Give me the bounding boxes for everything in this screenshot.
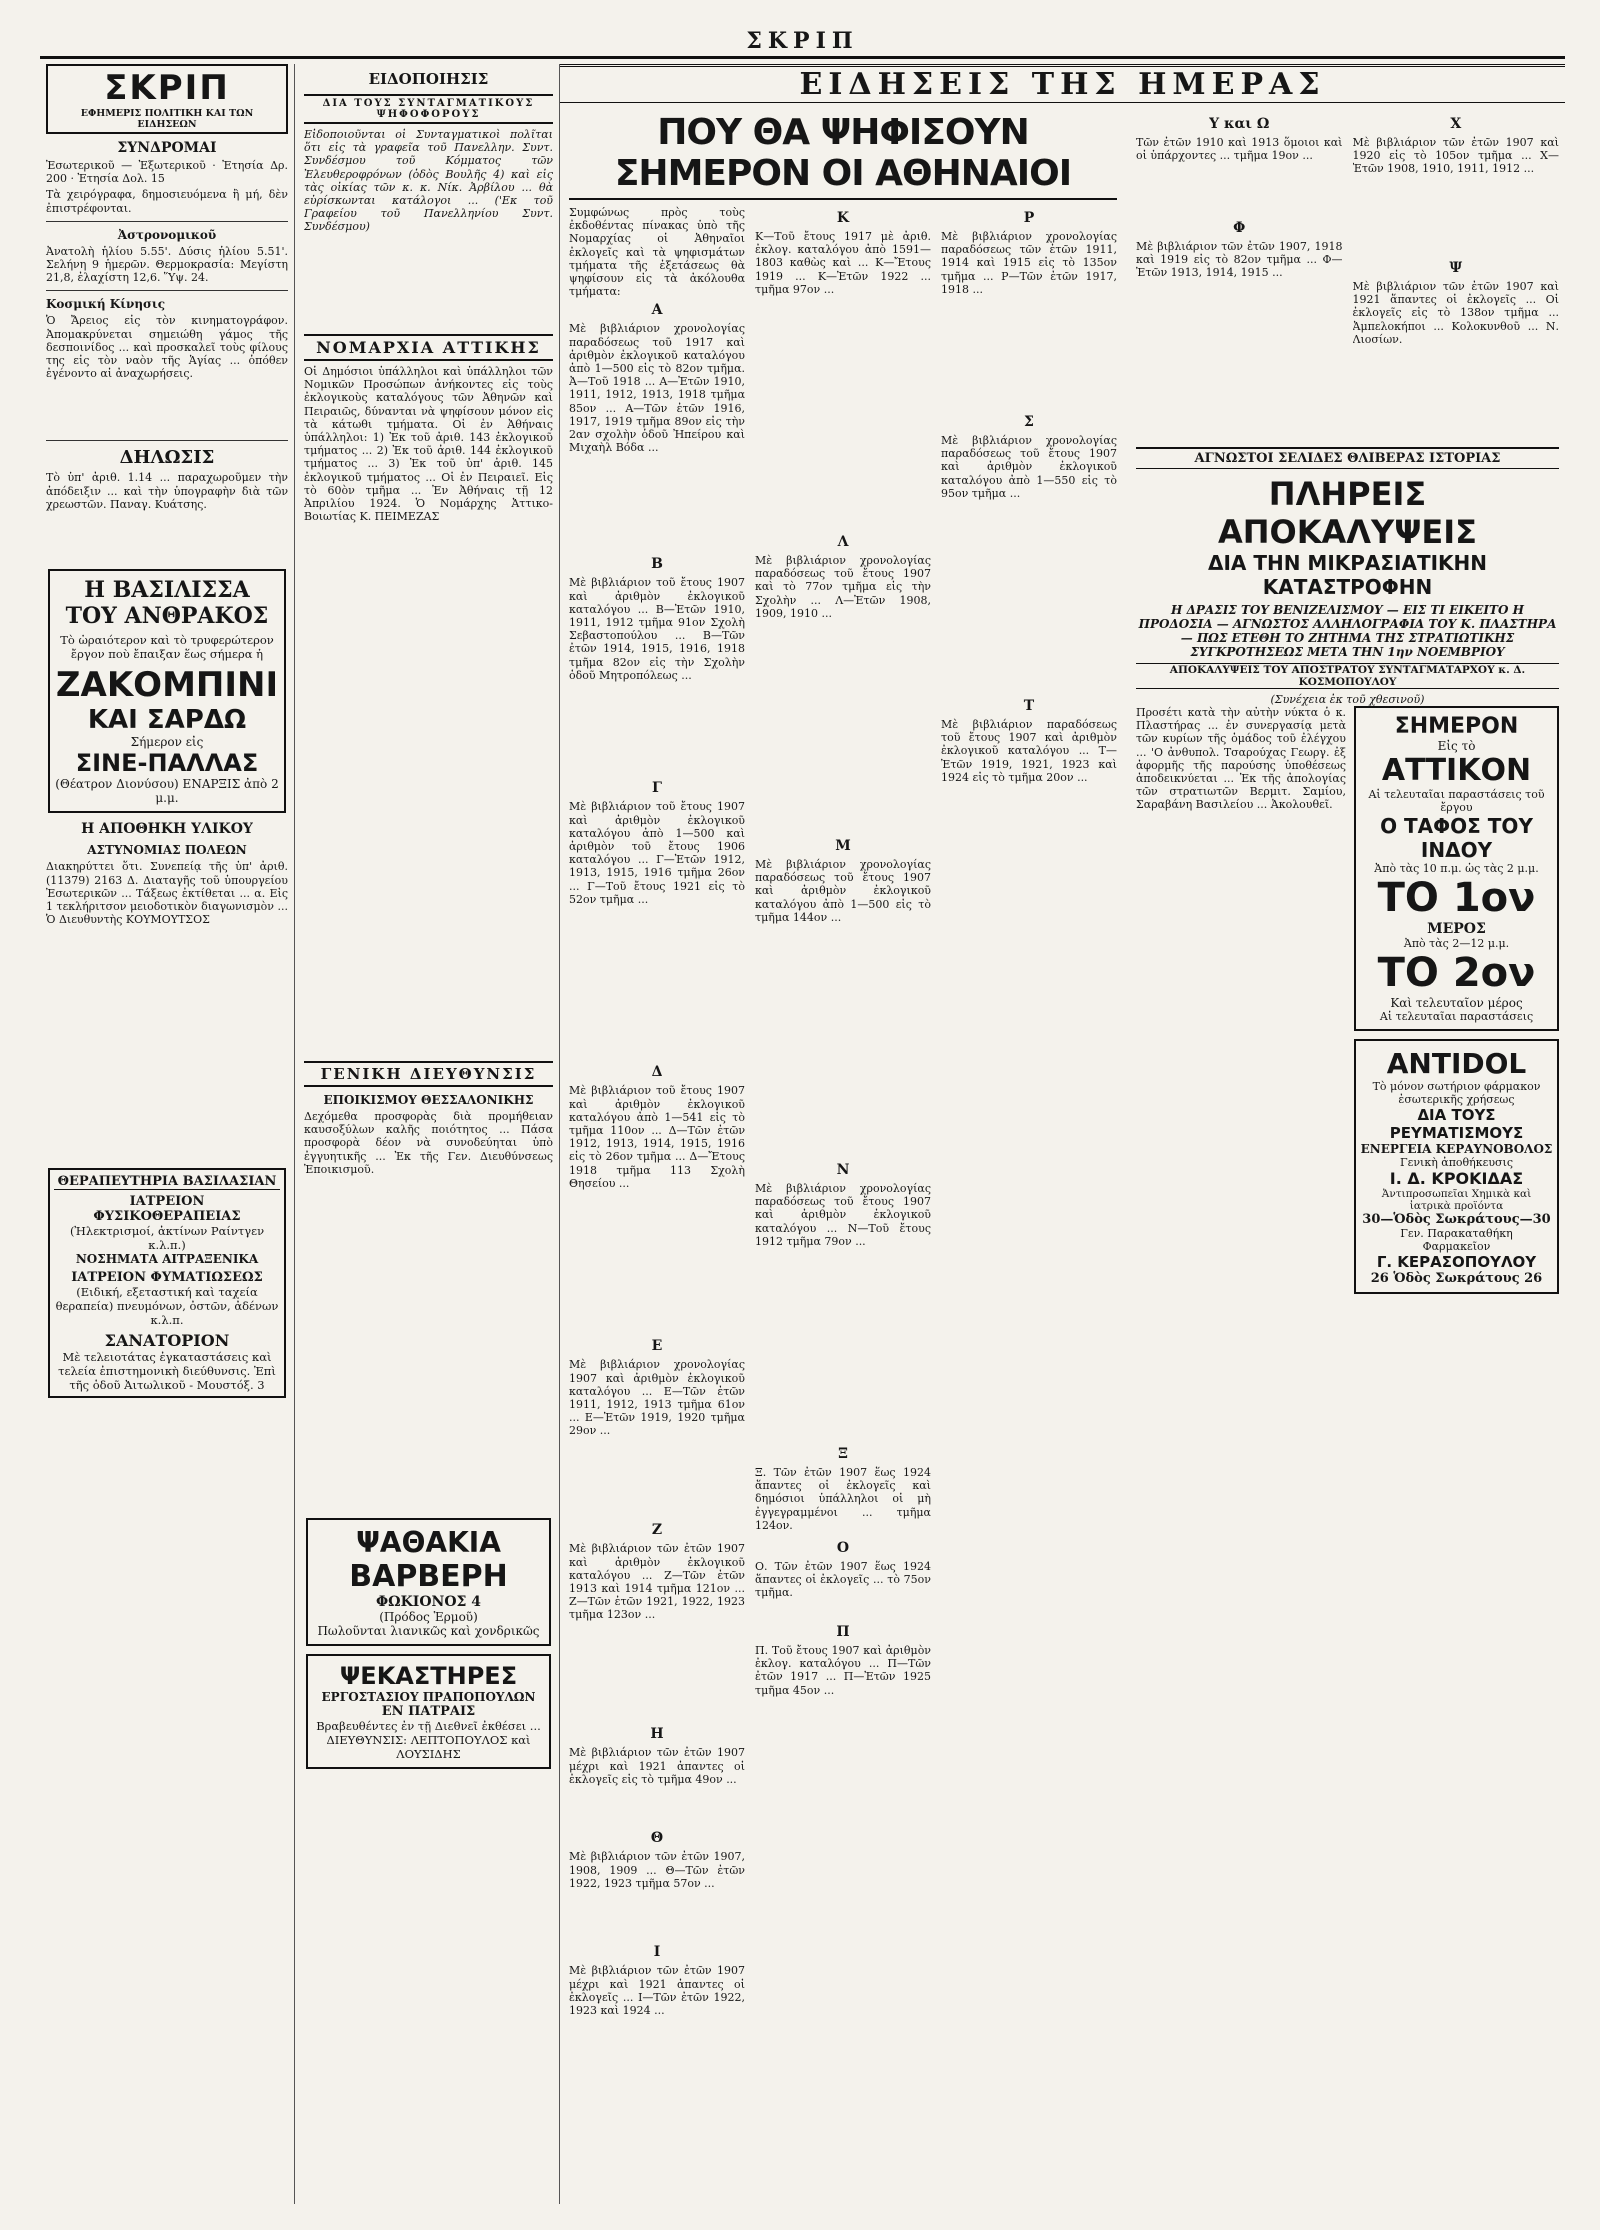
paper-name: ΣΚΡΙΠ: [104, 68, 230, 108]
history-kicker: ΑΓΝΩΣΤΟΙ ΣΕΛΙΔΕΣ ΘΛΙΒΕΡΑΣ ΙΣΤΟΡΙΑΣ: [1136, 447, 1559, 469]
column-1: [40, 64, 295, 2204]
attikon-film: Ο ΤΑΦΟΣ ΤΟΥ ΙΝΔΟΥ: [1380, 814, 1533, 862]
cinema-ad-names: ΖΑΚΟΜΠΙΝΙ: [55, 665, 279, 706]
letter-f: Φ: [1233, 220, 1246, 236]
text-i: Μὲ βιβλιάριον τῶν ἐτῶν 1907 μέχρι καὶ 1921 ἀπαντες οἱ ἐκλογεῖς ... Ι—Τῶν ἐτῶν 1922, 1923 καὶ 1924 ...: [569, 1964, 745, 2018]
letter-z: Ζ: [651, 1522, 663, 1539]
police-text: Διακηρύττει ὅτι. Συνεπείᾳ τῆς ὑπ' ἀριθ. (11379) 2163 Δ. Διαταγῆς τοῦ ὑπουργείου Ἐσωτερικῶν ... Τάξεως ἐκτίθεται ... α. Εἰς 1 τεκλήριτσον μειοδοτικὸν διαγωνισμὸν ... Ὁ Διευθυντὴς ΚΟΥΜΟΥΤΣΟΣ: [46, 860, 288, 927]
sprayers-ad-city: ΕΝ ΠΑΤΡΑΙΣ: [381, 1704, 476, 1719]
baths-ad: [306, 1518, 551, 1646]
baths-ad-sales: Πωλοῦνται λιανικῶς καὶ χονδρικῶς: [317, 1624, 540, 1638]
subscriptions-heading: ΣΥΝΔΡΟΜΑΙ: [117, 140, 217, 156]
letter-e: Ε: [651, 1338, 663, 1355]
history-continued: (Συνέχεια ἐκ τοῦ χθεσινοῦ): [1270, 693, 1425, 706]
history-body: Προσέτι κατὰ τὴν αὐτὴν νύκτα ὁ κ. Πλαστήρας ... ἐν συνεργασίᾳ μετὰ τῶν κυρίων τῆς ὁμάδος τοῦ ἐλέγχου ... 'Ο ἀνθυπολ. Τσαρούχας Γεωργ. ἐξ ἀφορμῆς τῆς παρούσης ὑποθέσεως ἀποδεικνύεται ... Ἐκ τῆς ἀπολογίας τῶν στρατιωτῶν Βερμιτ. Σαμίου, Σαραβάνη Βασιλείου ... Ἀκολουθεῖ.: [1136, 706, 1346, 812]
clinic-physio: ΙΑΤΡΕΙΟΝ ΦΥΣΙΚΟΘΕΡΑΠΕΙΑΣ: [93, 1194, 241, 1225]
letter-th: Θ: [650, 1830, 664, 1847]
baths-ad-street: (Πρόδος Ἑρμοῦ): [379, 1610, 478, 1624]
text-t: Μὲ βιβλιάριον παραδόσεως τοῦ ἔτους 1907 καὶ ἀριθμὸν ἐκλογικοῦ καταλόγου ... Τ—Ἐτῶν 1919, 1921, 1923 καὶ 1924 εἰς τὸ τμῆμα 20ον ...: [941, 718, 1117, 784]
attikon-part2: ΤΟ 2ον: [1377, 950, 1536, 996]
text-o: Ο. Τῶν ἐτῶν 1907 ἕως 1924 ἅπαντες οἱ ἐκλογεῖς ... τὸ 75ον τμῆμα.: [755, 1560, 931, 1600]
text-r: Μὲ βιβλιάριον χρονολογίας παραδόσεως τῶν ἐτῶν 1911, 1914 καὶ 1915 εἰς τὸ 135ον τμῆμα ... Ρ—Τῶν ἐτῶν 1917, 1918 ...: [941, 230, 1117, 296]
clinic-diseases: ΝΟΣΗΜΑΤΑ ΑΙΤΡΑΞΕΝΙΚΑ: [75, 1252, 259, 1267]
cinema-ad-today: Σήμερον εἰς: [130, 735, 204, 750]
attikon-hours1: Ἀπὸ τὰς 10 π.μ. ὡς τὰς 2 μ.μ.: [1374, 862, 1539, 875]
cinema-ad: [48, 569, 286, 813]
history-headline2: ΔΙΑ ΤΗΝ ΜΙΚΡΑΣΙΑΤΙΚΗΝ ΚΑΤΑΣΤΡΟΦΗΝ: [1207, 551, 1488, 599]
police-heading: Η ΑΠΟΘΗΚΗ ΥΛΙΚΟΥ: [81, 821, 253, 838]
news-banner: [560, 64, 1565, 103]
text-ps: Μὲ βιβλιάριον τῶν ἐτῶν 1907 καὶ 1921 ἅπαντες οἱ ἐκλογεῖς ... Οἱ ἐκλογεῖς εἰς τὸ 138ον τμῆμα ... Ἀμπελοκήποι ... Κολοκυνθοῦ ... Ν. Λιοσίων.: [1352, 280, 1559, 346]
text-a: Μὲ βιβλιάριον χρονολογίας παραδόσεως τοῦ 1917 καὶ ἀριθμὸν ἐκλογικοῦ καταλόγου ἀπὸ 1—500 εἰς τὸ 82ον τμῆμα. Ἀ—Τοῦ 1918 ... Α—Ἐτῶν 1910, 1911, 1912, 1913, 1918 τμῆμα 85ον ... Α—Τῶν ἐτῶν 1916, 1917, 1919 τμῆμα 89ον εἰς τὴν 2αν σχολὴν ὁδοῦ Ἠπείρου καὶ Μιχαὴλ Βόδα ...: [569, 322, 745, 455]
col4-subcol-2: [1353, 112, 1560, 443]
text-s: Μὲ βιβλιάριον χρονολογίας παραδόσεως τοῦ ἔτους 1907 καὶ ἀριθμὸν ἐκλογικοῦ καταλόγου ἀπὸ 1—550 εἰς τὸ 95ον τμῆμα ...: [941, 434, 1117, 500]
text-n: Μὲ βιβλιάριον χρονολογίας παραδόσεως τοῦ ἔτους 1907 καὶ ἀριθμὸν ἐκλογικοῦ καταλόγου ... Ν—Τοῦ ἔτους 1912 τμῆμα 79ον ...: [755, 1182, 931, 1248]
column-3: [563, 112, 1123, 2204]
antidol-desc: Τὸ μόνον σωτήριον φάρμακον ἐσωτερικῆς χρήσεως: [1372, 1080, 1541, 1106]
column-2: [298, 64, 560, 2204]
page-masthead: ΣΚΡΙΠ: [40, 28, 1565, 59]
news-kicker: ΕΙΔΗΣΕΙΣ ΤΗΣ ΗΜΕΡΑΣ: [560, 64, 1565, 103]
astronomy-text: Ἀνατολὴ ἡλίου 5.55'. Δύσις ἡλίου 5.51'. Σελήνη 9 ἡμερῶν. Θερμοκρασία: Μεγίστη 21,8, ἐλαχίστη 12,6. Ὕψ. 24.: [46, 244, 288, 285]
text-h: Μὲ βιβλιάριον τῶν ἐτῶν 1907 μέχρι καὶ 1921 ἀπαντες οἱ ἐκλογεῖς εἰς τὸ τμῆμα 49ον ...: [569, 1746, 745, 1786]
clinic-sanatorium-desc: Μὲ τελειοτάτας ἐγκαταστάσεις καὶ τελεία ἐπιστημονικὴ διεύθυνσις. Ἐπὶ τῆς ὁδοῦ Ἀιτωλικοῦ - Μουστόξ. 3: [58, 1350, 276, 1393]
antidol-action: ΕΝΕΡΓΕΙΑ ΚΕΡΑΥΝΟΒΟΛΟΣ: [1360, 1142, 1553, 1156]
history-body-area: [1136, 706, 1559, 1294]
text-ch: Μὲ βιβλιάριον τῶν ἐτῶν 1907 καὶ 1920 εἰς τὸ 105ον τμῆμα ... Χ—Ἐτῶν 1908, 1910, 1911, 1912 ...: [1352, 136, 1559, 176]
director-subheading: ΕΠΟΙΚΙΣΜΟΥ ΘΕΣΣΑΛΟΝΙΚΗΣ: [323, 1093, 534, 1107]
cinema-ad-names2: ΚΑΙ ΣΑΡΔΩ: [87, 705, 247, 736]
text-b: Μὲ βιβλιάριον τοῦ ἔτους 1907 καὶ ἀριθμὸν ἐκλογικοῦ καταλόγου ... Β—Ἐτῶν 1910, 1911, 1912 τμῆμα 91ον Σχολὴ Σεβαστοπούλου ... Β—Τῶν ἐτῶν 1914, 1915, 1916, 1918 τμῆμα 82ον εἰς τὴν Σχολὴν ὁδοῦ Μητροπόλεως ...: [569, 576, 745, 682]
antidol-address: 30—Ὁδὸς Σωκράτους—30: [1362, 1212, 1551, 1227]
letter-k: Κ: [836, 210, 850, 226]
col4-subcol-1: [1136, 112, 1343, 443]
letter-t: Τ: [1023, 698, 1035, 714]
social-text: Ὁ Ἄρειος εἰς τὸν κινηματογράφον. Ἀπομακρύνεται σημειώθη γάμος τῆς δεσποινίδος ... καὶ προσκαλεῖ τοὺς φίλους της εἰς τὸν ναὸν τῆς Ἁγίας ... ὁπόθεν ἐγένοντο αἱ ἀναχωρήσεις.: [46, 314, 288, 381]
letter-h: Η: [650, 1726, 664, 1743]
antidol-title: ANTIDOL: [1386, 1047, 1527, 1080]
col4-top-subcols: [1136, 112, 1559, 443]
clinic-physio-desc: (Ἠλεκτρισμοί, ἀκτίνων Ραίντγεν κ.λ.π.): [69, 1224, 265, 1253]
letter-s: Σ: [1024, 414, 1034, 430]
attikon-part-label: ΜΕΡΟΣ: [1427, 921, 1486, 937]
news-headline: ΠΟΥ ΘΑ ΨΗΦΙΣΟΥΝ ΣΗΜΕΡΟΝ ΟΙ ΑΘΗΝΑΙΟΙ: [569, 112, 1117, 200]
column-4: [1130, 112, 1565, 2204]
antidol-general: Γεν. Παρακαταθήκη: [1400, 1227, 1513, 1240]
police-subheading: ΑΣΤΥΝΟΜΙΑΣ ΠΟΛΕΩΝ: [87, 843, 247, 858]
cinema-ad-venue: ΣΙΝΕ-ΠΑΛΛΑΣ: [75, 749, 259, 778]
attikon-part1: ΤΟ 1ον: [1377, 875, 1536, 921]
letter-b: Β: [651, 556, 663, 573]
text-y: Τῶν ἐτῶν 1910 καὶ 1913 ὅμοιοι καὶ οἱ ὑπάρχοντες ... τμῆμα 19ον ...: [1136, 136, 1343, 163]
sprayers-ad-factory: ΕΡΓΟΣΤΑΣΙΟΥ ΠΡΑΠΟΠΟΥΛΩΝ: [321, 1690, 536, 1704]
baths-ad-address: ΦΩΚΙΟΝΟΣ 4: [375, 1594, 482, 1610]
attikon-at: Εἰς τὸ: [1437, 739, 1476, 753]
paper-nameplate: [46, 64, 288, 134]
col4-ads: [1354, 706, 1559, 1294]
text-g: Μὲ βιβλιάριον τοῦ ἔτους 1907 καὶ ἀριθμὸν ἐκλογικοῦ καταλόγου ἀπὸ 1—500 καὶ ἀριθμὸν τοῦ ἔτους 1906 καταλόγου ... Γ—Ἐτῶν 1912, 1913, 1915, 1916 τμῆμα 26ον ... Γ—Τοῦ ἔτους 1921 εἰς τὸ 52ον τμῆμα ...: [569, 800, 745, 906]
prefecture-heading: ΝΟΜΑΡΧΙΑ ΑΤΤΙΚΗΣ: [304, 334, 553, 361]
attikon-ad: [1354, 706, 1559, 1031]
text-p: Π. Τοῦ ἔτους 1907 καὶ ἀριθμὸν ἐκλογ. καταλόγου ... Π—Τῶν ἐτῶν 1917 ... Π—Ἐτῶν 1925 τμῆμα 45ον ...: [755, 1644, 931, 1697]
manuscripts-notice: Τὰ χειρόγραφα, δημοσιευόμενα ἢ μή, δὲν ἐπιστρέφονται.: [46, 188, 288, 215]
declaration-text: Τὸ ὑπ' ἀριθ. 1.14 ... παραχωροῦμεν τὴν ἀπόδειξιν ... καὶ τὴν ὑπογραφὴν διὰ τῶν χρεωστῶν. Παναγ. Κυάτσης.: [46, 471, 288, 511]
paper-subtitle: ΕΦΗΜΕΡΙΣ ΠΟΛΙΤΙΚΗ ΚΑΙ ΤΩΝ ΕΙΔΗΣΕΩΝ: [80, 108, 254, 130]
letter-p: Π: [836, 1624, 850, 1640]
antidol-depot: Γενικὴ ἀποθήκευσις: [1399, 1156, 1514, 1169]
antidol-ad: [1354, 1039, 1559, 1294]
cinema-ad-hours: (Θέατρον Διονύσου) ΕΝΑΡΞΙΣ ἀπὸ 2 μ.μ.: [55, 777, 279, 806]
clinic-ad: [48, 1168, 286, 1398]
antidol-address2: 26 Ὁδὸς Σωκράτους 26: [1370, 1271, 1543, 1286]
sprayers-ad-text: Βραβευθέντες ἐν τῇ Διεθνεῖ ἐκθέσει ... ΔΙΕΥΘΥΝΣΙΣ: ΛΕΠΤΟΠΟΥΛΟΣ καὶ ΛΟΥΣΙΔΗΣ: [316, 1719, 541, 1761]
letter-o: Ο: [836, 1540, 850, 1556]
cinema-ad-desc: Τὸ ὡραιότερον καὶ τὸ τρυφερώτερον ἔργον ποὺ ἔπαιξαν ἕως σήμερα ἡ: [60, 633, 274, 662]
text-x: Ξ. Τῶν ἐτῶν 1907 ἕως 1924 ἅπαντες οἱ ἐκλογεῖς καὶ δημόσιοι ὑπάλληλοι οἱ μὴ ἐγγεγραμμένοι ... τμῆμα 124ον.: [755, 1466, 931, 1532]
text-m: Μὲ βιβλιάριον χρονολογίας παραδόσεως τοῦ ἔτους 1907 καὶ ἀριθμὸν ἐκλογικοῦ καταλόγου ἀπὸ 1—500 εἰς τὸ τμῆμα 144ον ...: [755, 858, 931, 924]
history-deck: Η ΔΡΑΣΙΣ ΤΟΥ ΒΕΝΙΖΕΛΙΣΜΟΥ — ΕΙΣ ΤΙ ΕΙΚΕΙΤΟ Η ΠΡΟΔΟΣΙΑ — ΑΓΝΩΣΤΟΣ ΑΛΛΗΛΟΓΡΑΦΙΑ ΤΟΥ Κ. ΠΛΑΣΤΗΡΑ — ΠΩΣ ΕΤΕΘΗ ΤΟ ΖΗΤΗΜΑ ΤΗΣ ΣΤΡΑΤΙΩΤΙΚΗΣ ΣΥΓΚΡΟΤΗΣΕΩΣ ΜΕΤΑ ΤΗΝ 1ην ΝΟΕΜΒΡΙΟΥ: [1138, 603, 1557, 659]
antidol-pharmacist: Γ. ΚΕΡΑΣΟΠΟΥΛΟΥ: [1376, 1253, 1537, 1271]
news-subcol-3: [941, 206, 1117, 2057]
text-k: Κ—Τοῦ ἔτους 1917 μὲ ἀριθ. ἐκλογ. καταλόγου ἀπὸ 1591—1803 καθὼς καὶ ... Κ—Ἔτους 1919 ... Κ—Ἐτῶν 1922 ... τμῆμα 97ον ...: [755, 230, 931, 296]
attikon-hours2: Ἀπὸ τὰς 2—12 μ.μ.: [1403, 937, 1510, 950]
notices-text: Εἰδοποιοῦνται οἱ Συνταγματικοὶ πολῖται ὅτι εἰς τὰ γραφεῖα τοῦ Πανελλην. Συντ. Συνδέσμου τοῦ Κόμματος τῶν Ἐλευθεροφρόνων (ὁδὸς Βουλῆς 4) καὶ εἰς τὰς οἰκίας τῶν κ. κ. Νίκ. Ἀρβίλου ... θὰ εὑρίσκωνται κατάλογοι ... ('Εκ τοῦ Γραφείου τοῦ Πανελληνίου Συντ. Συνδέσμου): [304, 128, 553, 234]
letter-a: Α: [651, 302, 663, 319]
sprayers-ad: [306, 1654, 551, 1769]
cinema-ad-title: Η ΒΑΣΙΛΙΣΣΑ: [84, 577, 250, 604]
letter-l: Λ: [837, 534, 849, 550]
letter-g: Γ: [652, 780, 662, 797]
news-subcol-1: [569, 206, 745, 2057]
antidol-pharmacy: Φαρμακεῖον: [1422, 1240, 1491, 1253]
text-l: Μὲ βιβλιάριον χρονολογίας παραδόσεως τοῦ ἔτους 1907 καὶ τὸ 77ον τμῆμα εἰς τὴν Σχολὴν ... Λ—Ἐτῶν 1908, 1909, 1910 ...: [755, 554, 931, 620]
baths-ad-title: ΨΑΘΑΚΙΑ: [356, 1526, 501, 1559]
letter-d: Δ: [651, 1064, 663, 1081]
text-e: Μὲ βιβλιάριον χρονολογίας 1907 καὶ ἀριθμὸν ἐκλογικοῦ καταλόγου ... Ε—Τῶν ἐτῶν 1911, 1912, 1913 τμῆμα 61ον ... Ε—Ἐτῶν 1919, 1920 τμῆμα 29ον ...: [569, 1358, 745, 1438]
attikon-name: ΑΤΤΙΚΟΝ: [1381, 753, 1532, 788]
clinic-sanatorium: ΣΑΝΑΤΟΡΙΟΝ: [104, 1331, 230, 1351]
letter-i: Ι: [653, 1944, 661, 1961]
clinic-heading: ΘΕΡΑΠΕΥΤΗΡΙΑ ΒΑΣΙΛΑΣΙΑΝ: [54, 1174, 280, 1190]
text-d: Μὲ βιβλιάριον τοῦ ἔτους 1907 καὶ ἀριθμὸν ἐκλογικοῦ καταλόγου ἀπὸ 1—541 εἰς τὸ τμῆμα 110ον ... Δ—Τῶν ἐτῶν 1912, 1913, 1914, 1915, 1916 εἰς τὸ 26ον τμῆμα ... Δ—Ἔτους 1918 τμῆμα 113 Σχολὴ Θησείου ...: [569, 1084, 745, 1190]
prefecture-text: Οἱ Δημόσιοι ὑπάλληλοι καὶ ὑπάλληλοι τῶν Νομικῶν Προσώπων ἀνήκοντες εἰς τοὺς ἐκλογικοὺς καταλόγους τῶν Ἀθηνῶν καὶ Πειραιῶς, δύνανται νὰ ψηφίσουν μόνον εἰς τὰ κάτωθι τμήματα. Οἱ ἐν Ἀθήναις ὑπάλληλοι: 1) Ἐκ τοῦ ἀριθ. 143 ἐκλογικοῦ τμήματος ... 2) Ἐκ τοῦ ἀριθ. 144 ἐκλογικοῦ τμήματος ... 3) Ἐκ τοῦ ὑπ' ἀριθ. 145 ἐκλογικοῦ τμήματος ... Οἱ ἐν Πειραιεῖ. Εἰς τὸ 60ὸν τμῆμα ... Ἐν Ἀθήναις τῇ 12 Ἀπριλίου 1924. Ὁ Νομάρχης Ἀττικο-Βοιωτίας Κ. ΠΕΙΜΕΖΑΣ: [304, 365, 553, 524]
sprayers-ad-title: ΨΕΚΑΣΤΗΡΕΣ: [339, 1662, 518, 1690]
attikon-today: ΣΗΜΕΡΟΝ: [1394, 714, 1519, 739]
text-th: Μὲ βιβλιάριον τῶν ἐτῶν 1907, 1908, 1909 ... Θ—Τῶν ἐτῶν 1922, 1923 τμῆμα 57ον ...: [569, 1850, 745, 1890]
newspaper-page: [40, 28, 1565, 2208]
antidol-for: ΔΙΑ ΤΟΥΣ ΡΕΥΜΑΤΙΣΜΟΥΣ: [1389, 1106, 1524, 1142]
attikon-final: Καὶ τελευταῖον μέρος: [1390, 996, 1523, 1010]
attikon-last: Αἱ τελευταῖαι παραστάσεις τοῦ ἔργου: [1368, 788, 1545, 814]
notices-heading: ΕΙΔΟΠΟΙΗΣΙΣ: [368, 70, 489, 88]
news-subcol-2: [755, 206, 931, 2057]
news-subcolumns: [569, 206, 1117, 2057]
news-intro: Συμφώνως πρὸς τοὺς ἐκδοθέντας πίνακας ὑπὸ τῆς Νομαρχίας οἱ Ἀθηναῖοι ἐκλογεῖς καὶ τὰ ψηφισμάτων τμήματα τῆς ἐξετάσεως θὰ ψηφίσουν εἰς τὰ ἀκόλουθα τμήματα:: [569, 206, 745, 299]
antidol-dealer: Ι. Δ. ΚΡΟΚΙΔΑΣ: [1389, 1169, 1524, 1188]
director-heading: ΓΕΝΙΚΗ ΔΙΕΥΘΥΝΣΙΣ: [304, 1061, 553, 1087]
clinic-tb: ΙΑΤΡΕΙΟΝ ΦΥΜΑΤΙΩΣΕΩΣ: [71, 1270, 263, 1286]
social-heading: Κοσμική Κίνησις: [46, 297, 166, 312]
attikon-last2: Αἱ τελευταῖαι παραστάσεις: [1379, 1010, 1534, 1023]
text-z: Μὲ βιβλιάριον τῶν ἐτῶν 1907 καὶ ἀριθμὸν ἐκλογικοῦ καταλόγου ... Ζ—Τῶν ἐτῶν 1913 καὶ 1914 τμῆμα 121ον ... Ζ—Τῶν ἐτῶν 1921, 1922, 1923 τμῆμα 123ον ...: [569, 1542, 745, 1622]
clinic-tb-desc: (Ειδική, εξεταστική καὶ ταχεία θεραπεία) πνευμόνων, ὀστῶν, ἀδένων κ.λ.π.: [55, 1285, 279, 1328]
letter-ps: Ψ: [1449, 260, 1463, 276]
notices-subheading: ΔΙΑ ΤΟΥΣ ΣΥΝΤΑΓΜΑΤΙΚΟΥΣ ΨΗΦΟΦΟΡΟΥΣ: [304, 94, 553, 124]
cinema-ad-title2: ΤΟΥ ΑΝΘΡΑΚΟΣ: [65, 603, 269, 630]
baths-ad-name: ΒΑΡΒΕΡΗ: [349, 1559, 508, 1594]
subscriptions-text: Ἐσωτερικοῦ — Ἐξωτερικοῦ · Ἐτησία Δρ. 200 · Ἐτησία Δολ. 15: [46, 159, 288, 186]
letter-x: Ξ: [838, 1446, 848, 1462]
letter-m: Μ: [835, 838, 851, 854]
declaration-heading: ΔΗΛΩΣΙΣ: [119, 447, 215, 469]
letter-n: Ν: [836, 1162, 850, 1178]
text-f: Μὲ βιβλιάριον τῶν ἐτῶν 1907, 1918 καὶ 1919 εἰς τὸ 82ον τμῆμα ... Φ—Ἐτῶν 1913, 1914, 1915 ...: [1136, 240, 1343, 280]
letter-y: Υ και Ω: [1209, 116, 1270, 132]
director-text: Δεχόμεθα προσφορὰς διὰ προμήθειαν καυσοξύλων καλῆς ποιότητος ... Πάσα προσφορὰ δέον νὰ συνοδεύηται ὑπὸ ἐγγυητικῆς ... Ἐκ τῆς Γεν. Διευθύνσεως Ἐποικισμοῦ.: [304, 1110, 553, 1176]
history-headline1: ΠΛΗΡΕΙΣ ΑΠΟΚΑΛΥΨΕΙΣ: [1217, 475, 1478, 551]
astronomy-heading: Ἀστρονομικοῦ: [117, 227, 217, 242]
letter-ch: Χ: [1450, 116, 1462, 132]
antidol-products: Ἀντιπροσωπεῖαι Χημικὰ καὶ ἰατρικὰ προϊόντα: [1381, 1188, 1532, 1212]
history-byline: ΑΠΟΚΑΛΥΨΕΙΣ ΤΟΥ ΑΠΟΣΤΡΑΤΟΥ ΣΥΝΤΑΓΜΑΤΑΡΧΟΥ κ. Δ. ΚΟΣΜΟΠΟΥΛΟΥ: [1136, 663, 1559, 689]
letter-r: Ρ: [1023, 210, 1035, 226]
